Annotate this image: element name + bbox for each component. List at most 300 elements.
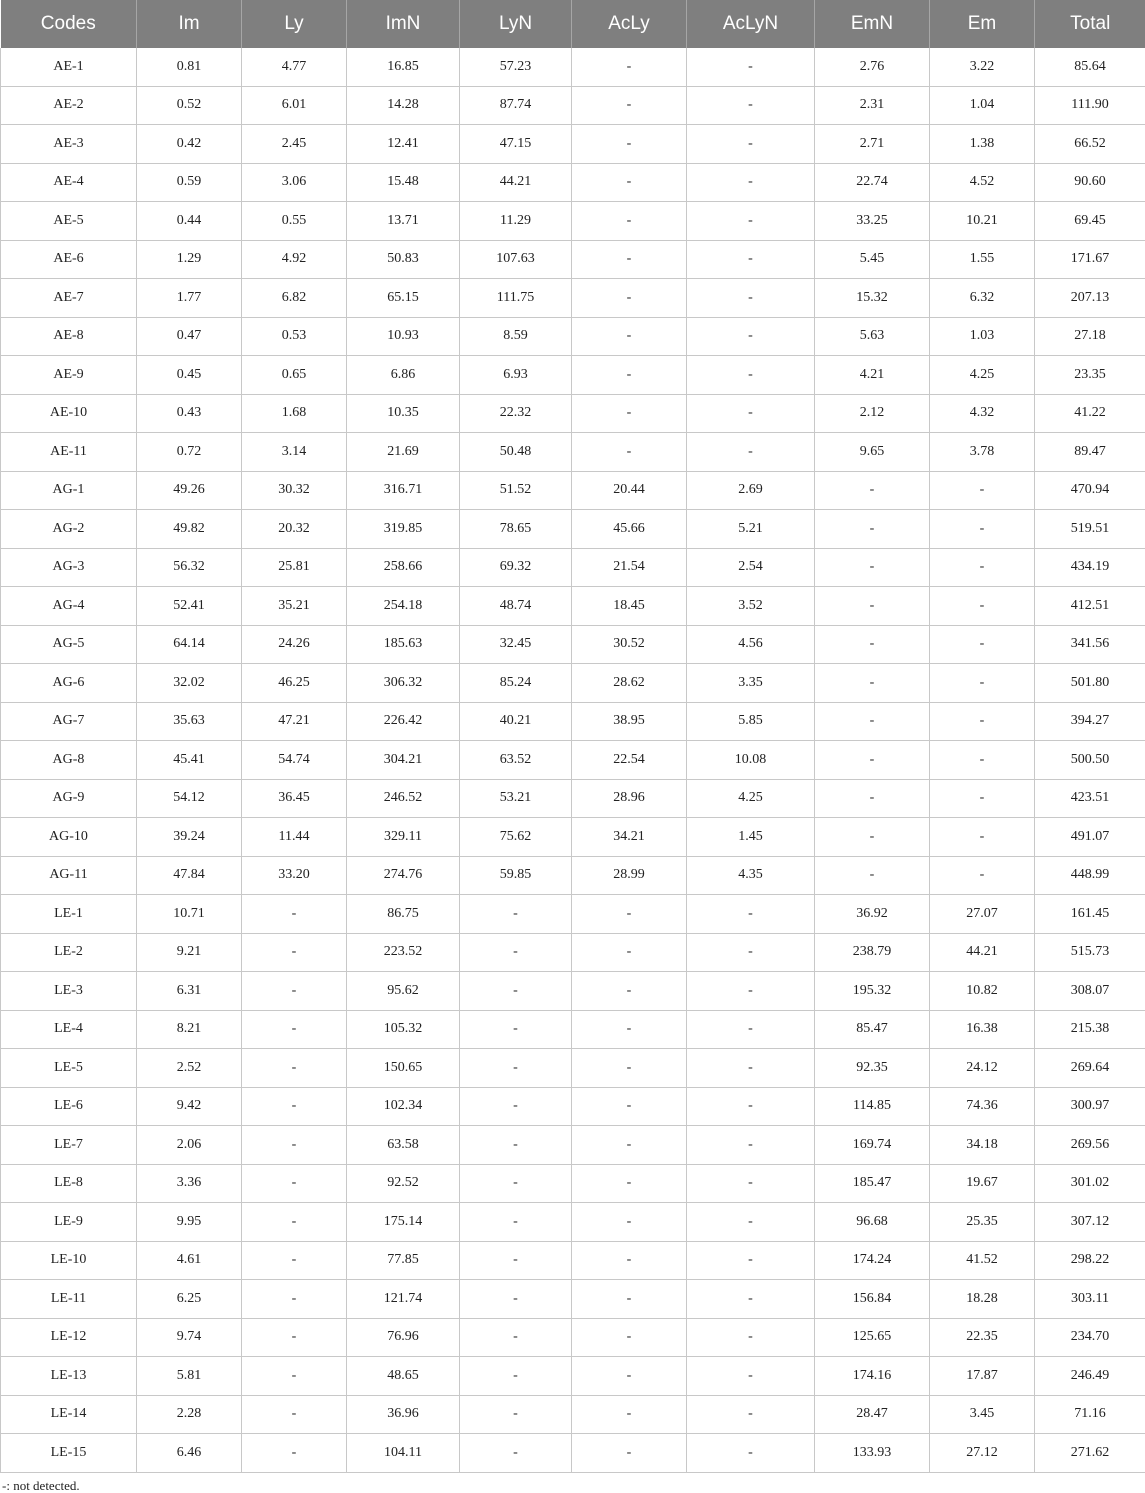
table-cell: 47.84 <box>137 856 242 895</box>
table-cell: - <box>572 1357 687 1396</box>
table-cell: 185.47 <box>815 1164 930 1203</box>
table-cell: 56.32 <box>137 548 242 587</box>
table-cell: 3.22 <box>930 48 1035 86</box>
table-cell: 20.44 <box>572 471 687 510</box>
row-code-cell: LE-10 <box>1 1241 137 1280</box>
table-cell: 1.68 <box>242 394 347 433</box>
column-header-codes: Codes <box>1 0 137 48</box>
table-cell: 1.03 <box>930 317 1035 356</box>
row-code-cell: LE-11 <box>1 1280 137 1319</box>
table-cell: 254.18 <box>347 587 460 626</box>
table-cell: - <box>460 933 572 972</box>
table-cell: 303.11 <box>1035 1280 1145 1319</box>
table-cell: 412.51 <box>1035 587 1145 626</box>
column-header-im: Im <box>137 0 242 48</box>
table-cell: 34.18 <box>930 1126 1035 1165</box>
table-cell: 5.21 <box>687 510 815 549</box>
table-cell: 54.12 <box>137 779 242 818</box>
column-header-acly: AcLy <box>572 0 687 48</box>
table-cell: 18.45 <box>572 587 687 626</box>
table-cell: - <box>815 856 930 895</box>
table-cell: 500.50 <box>1035 741 1145 780</box>
table-cell: - <box>572 1049 687 1088</box>
table-cell: 27.18 <box>1035 317 1145 356</box>
table-row <box>1 317 1145 356</box>
table-cell: - <box>815 510 930 549</box>
table-row <box>1 510 1145 549</box>
table-cell: 515.73 <box>1035 933 1145 972</box>
table-row <box>1 1087 1145 1126</box>
table-row <box>1 202 1145 241</box>
table-cell: - <box>815 587 930 626</box>
table-cell: 9.65 <box>815 433 930 472</box>
table-cell: - <box>572 1318 687 1357</box>
table-cell: - <box>930 664 1035 703</box>
table-cell: 45.66 <box>572 510 687 549</box>
row-code-cell: AE-10 <box>1 394 137 433</box>
row-code-cell: AE-9 <box>1 356 137 395</box>
table-cell: 2.52 <box>137 1049 242 1088</box>
table-cell: - <box>687 240 815 279</box>
table-cell: - <box>815 664 930 703</box>
table-cell: 22.32 <box>460 394 572 433</box>
row-code-cell: LE-1 <box>1 895 137 934</box>
table-cell: - <box>815 625 930 664</box>
table-cell: - <box>460 1434 572 1473</box>
table-cell: 10.21 <box>930 202 1035 241</box>
table-cell: 174.16 <box>815 1357 930 1396</box>
table-row <box>1 433 1145 472</box>
table-cell: 319.85 <box>347 510 460 549</box>
table-cell: - <box>687 317 815 356</box>
row-code-cell: AG-7 <box>1 702 137 741</box>
table-cell: - <box>930 625 1035 664</box>
table-cell: 238.79 <box>815 933 930 972</box>
table-cell: 8.59 <box>460 317 572 356</box>
table-cell: - <box>930 741 1035 780</box>
column-header-ly: Ly <box>242 0 347 48</box>
table-cell: 1.29 <box>137 240 242 279</box>
table-cell: 501.80 <box>1035 664 1145 703</box>
table-row <box>1 1203 1145 1242</box>
table-cell: - <box>242 1241 347 1280</box>
table-cell: 51.52 <box>460 471 572 510</box>
table-cell: 4.52 <box>930 163 1035 202</box>
table-cell: - <box>687 1010 815 1049</box>
table-cell: - <box>815 702 930 741</box>
table-cell: 34.21 <box>572 818 687 857</box>
table-cell: 2.12 <box>815 394 930 433</box>
table-cell: 246.49 <box>1035 1357 1145 1396</box>
table-cell: 6.01 <box>242 86 347 125</box>
table-cell: 174.24 <box>815 1241 930 1280</box>
table-cell: 269.64 <box>1035 1049 1145 1088</box>
table-cell: - <box>572 895 687 934</box>
table-cell: 271.62 <box>1035 1434 1145 1473</box>
table-cell: 86.75 <box>347 895 460 934</box>
row-code-cell: AE-8 <box>1 317 137 356</box>
table-cell: 66.52 <box>1035 125 1145 164</box>
table-cell: 30.52 <box>572 625 687 664</box>
table-cell: 300.97 <box>1035 1087 1145 1126</box>
table-cell: - <box>242 933 347 972</box>
table-cell: 41.22 <box>1035 394 1145 433</box>
row-code-cell: AG-4 <box>1 587 137 626</box>
table-row <box>1 741 1145 780</box>
table-cell: 1.04 <box>930 86 1035 125</box>
table-cell: 5.81 <box>137 1357 242 1396</box>
table-cell: 75.62 <box>460 818 572 857</box>
table-cell: 11.29 <box>460 202 572 241</box>
table-cell: 0.42 <box>137 125 242 164</box>
table-cell: 54.74 <box>242 741 347 780</box>
table-cell: - <box>930 779 1035 818</box>
table-cell: 46.25 <box>242 664 347 703</box>
table-cell: - <box>460 1203 572 1242</box>
row-code-cell: LE-2 <box>1 933 137 972</box>
table-cell: - <box>572 317 687 356</box>
table-cell: - <box>460 1126 572 1165</box>
table-row <box>1 1164 1145 1203</box>
table-cell: 448.99 <box>1035 856 1145 895</box>
table-cell: - <box>242 1164 347 1203</box>
table-cell: - <box>242 1203 347 1242</box>
table-cell: 36.45 <box>242 779 347 818</box>
table-cell: 85.24 <box>460 664 572 703</box>
table-cell: 3.52 <box>687 587 815 626</box>
table-cell: 0.47 <box>137 317 242 356</box>
table-row <box>1 240 1145 279</box>
column-header-lyn: LyN <box>460 0 572 48</box>
table-cell: 161.45 <box>1035 895 1145 934</box>
table-cell: - <box>572 433 687 472</box>
table-cell: 6.31 <box>137 972 242 1011</box>
table-cell: 77.85 <box>347 1241 460 1280</box>
table-cell: - <box>687 1280 815 1319</box>
table-cell: 0.52 <box>137 86 242 125</box>
table-cell: - <box>815 779 930 818</box>
table-cell: 28.62 <box>572 664 687 703</box>
table-cell: - <box>687 202 815 241</box>
row-code-cell: AG-2 <box>1 510 137 549</box>
table-cell: - <box>687 394 815 433</box>
table-cell: 49.82 <box>137 510 242 549</box>
table-cell: 10.35 <box>347 394 460 433</box>
table-cell: - <box>687 1395 815 1434</box>
table-cell: 3.14 <box>242 433 347 472</box>
table-cell: - <box>242 1318 347 1357</box>
table-cell: 0.53 <box>242 317 347 356</box>
table-cell: 3.36 <box>137 1164 242 1203</box>
table-cell: 71.16 <box>1035 1395 1145 1434</box>
table-cell: 89.47 <box>1035 433 1145 472</box>
table-cell: 1.38 <box>930 125 1035 164</box>
row-code-cell: LE-7 <box>1 1126 137 1165</box>
table-cell: 258.66 <box>347 548 460 587</box>
table-cell: 9.42 <box>137 1087 242 1126</box>
table-cell: - <box>687 1049 815 1088</box>
table-cell: 33.25 <box>815 202 930 241</box>
row-code-cell: AE-7 <box>1 279 137 318</box>
table-cell: 44.21 <box>460 163 572 202</box>
table-cell: 133.93 <box>815 1434 930 1473</box>
table-cell: 76.96 <box>347 1318 460 1357</box>
table-cell: 269.56 <box>1035 1126 1145 1165</box>
table-cell: 24.26 <box>242 625 347 664</box>
table-cell: - <box>572 394 687 433</box>
row-code-cell: LE-3 <box>1 972 137 1011</box>
table-cell: 50.48 <box>460 433 572 472</box>
table-cell: 10.93 <box>347 317 460 356</box>
column-header-em: Em <box>930 0 1035 48</box>
table-row <box>1 471 1145 510</box>
table-cell: - <box>242 1049 347 1088</box>
table-cell: 3.45 <box>930 1395 1035 1434</box>
table-footnote: -: not detected. <box>2 1478 80 1493</box>
table-cell: 45.41 <box>137 741 242 780</box>
table-cell: 4.21 <box>815 356 930 395</box>
table-cell: 12.41 <box>347 125 460 164</box>
row-code-cell: AG-9 <box>1 779 137 818</box>
table-cell: - <box>687 895 815 934</box>
table-cell: 28.47 <box>815 1395 930 1434</box>
table-cell: - <box>572 163 687 202</box>
row-code-cell: AG-6 <box>1 664 137 703</box>
table-cell: 28.99 <box>572 856 687 895</box>
table-cell: - <box>572 356 687 395</box>
table-cell: 195.32 <box>815 972 930 1011</box>
table-cell: 40.21 <box>460 702 572 741</box>
table-cell: 27.07 <box>930 895 1035 934</box>
table-cell: 1.45 <box>687 818 815 857</box>
table-cell: 329.11 <box>347 818 460 857</box>
table-header <box>1 0 1145 48</box>
table-cell: - <box>687 1241 815 1280</box>
table-cell: - <box>815 741 930 780</box>
table-cell: 10.71 <box>137 895 242 934</box>
table-cell: 20.32 <box>242 510 347 549</box>
table-cell: - <box>460 1357 572 1396</box>
row-code-cell: AE-5 <box>1 202 137 241</box>
table-cell: 10.82 <box>930 972 1035 1011</box>
row-code-cell: AG-11 <box>1 856 137 895</box>
table-cell: - <box>460 972 572 1011</box>
table-row <box>1 1395 1145 1434</box>
table-cell: 4.77 <box>242 48 347 86</box>
table-cell: 4.56 <box>687 625 815 664</box>
table-cell: 0.72 <box>137 433 242 472</box>
table-cell: 2.69 <box>687 471 815 510</box>
column-header-total: Total <box>1035 0 1145 48</box>
table-cell: 23.35 <box>1035 356 1145 395</box>
table-body <box>1 48 1145 1472</box>
table-cell: - <box>687 1434 815 1473</box>
table-cell: 85.64 <box>1035 48 1145 86</box>
table-cell: 2.54 <box>687 548 815 587</box>
row-code-cell: LE-15 <box>1 1434 137 1473</box>
row-code-cell: LE-14 <box>1 1395 137 1434</box>
row-code-cell: AG-5 <box>1 625 137 664</box>
table-cell: - <box>687 433 815 472</box>
table-cell: - <box>572 48 687 86</box>
table-cell: - <box>242 895 347 934</box>
table-cell: 4.25 <box>687 779 815 818</box>
table-cell: 47.21 <box>242 702 347 741</box>
table-cell: - <box>572 202 687 241</box>
table-cell: - <box>572 1280 687 1319</box>
table-cell: 16.38 <box>930 1010 1035 1049</box>
table-cell: 111.75 <box>460 279 572 318</box>
table-row <box>1 972 1145 1011</box>
row-code-cell: AE-1 <box>1 48 137 86</box>
table-row <box>1 895 1145 934</box>
table-row <box>1 1241 1145 1280</box>
table-cell: 92.52 <box>347 1164 460 1203</box>
table-cell: 171.67 <box>1035 240 1145 279</box>
table-cell: 215.38 <box>1035 1010 1145 1049</box>
table-cell: 8.21 <box>137 1010 242 1049</box>
row-code-cell: LE-4 <box>1 1010 137 1049</box>
table-cell: - <box>572 240 687 279</box>
table-cell: 301.02 <box>1035 1164 1145 1203</box>
table-cell: 1.55 <box>930 240 1035 279</box>
table-cell: - <box>687 163 815 202</box>
table-cell: 38.95 <box>572 702 687 741</box>
table-cell: 11.44 <box>242 818 347 857</box>
table-cell: 0.43 <box>137 394 242 433</box>
table-cell: - <box>572 1164 687 1203</box>
table-cell: - <box>815 471 930 510</box>
table-row <box>1 1357 1145 1396</box>
table-cell: 2.31 <box>815 86 930 125</box>
table-row <box>1 1434 1145 1473</box>
table-cell: - <box>572 1203 687 1242</box>
row-code-cell: LE-9 <box>1 1203 137 1242</box>
table-cell: 52.41 <box>137 587 242 626</box>
table-cell: 14.28 <box>347 86 460 125</box>
table-cell: 6.93 <box>460 356 572 395</box>
table-cell: 4.32 <box>930 394 1035 433</box>
table-cell: - <box>572 1126 687 1165</box>
table-cell: 33.20 <box>242 856 347 895</box>
table-row <box>1 163 1145 202</box>
table-row <box>1 356 1145 395</box>
row-code-cell: AE-6 <box>1 240 137 279</box>
table-cell: - <box>460 1010 572 1049</box>
table-cell: - <box>687 1357 815 1396</box>
table-row <box>1 856 1145 895</box>
table-cell: - <box>242 1357 347 1396</box>
table-cell: - <box>460 1087 572 1126</box>
table-cell: 36.92 <box>815 895 930 934</box>
table-cell: 35.63 <box>137 702 242 741</box>
table-cell: 39.24 <box>137 818 242 857</box>
table-cell: 5.85 <box>687 702 815 741</box>
table-cell: 25.35 <box>930 1203 1035 1242</box>
table-cell: 5.45 <box>815 240 930 279</box>
table-cell: 35.21 <box>242 587 347 626</box>
table-cell: 95.62 <box>347 972 460 1011</box>
table-cell: 90.60 <box>1035 163 1145 202</box>
table-cell: 27.12 <box>930 1434 1035 1473</box>
table-row <box>1 1049 1145 1088</box>
table-cell: - <box>815 548 930 587</box>
table-cell: - <box>242 1395 347 1434</box>
table-cell: - <box>572 1010 687 1049</box>
table-cell: 6.86 <box>347 356 460 395</box>
table-cell: 15.32 <box>815 279 930 318</box>
table-cell: 17.87 <box>930 1357 1035 1396</box>
table-cell: - <box>242 1010 347 1049</box>
table-cell: - <box>930 702 1035 741</box>
table-cell: 0.59 <box>137 163 242 202</box>
table-cell: - <box>572 1434 687 1473</box>
table-cell: 21.54 <box>572 548 687 587</box>
table-cell: 96.68 <box>815 1203 930 1242</box>
table-cell: - <box>572 125 687 164</box>
table-cell: 30.32 <box>242 471 347 510</box>
column-header-emn: EmN <box>815 0 930 48</box>
table-row <box>1 48 1145 86</box>
table-cell: 308.07 <box>1035 972 1145 1011</box>
table-row <box>1 1318 1145 1357</box>
table-cell: 0.65 <box>242 356 347 395</box>
table-cell: - <box>687 356 815 395</box>
table-cell: 63.52 <box>460 741 572 780</box>
table-cell: 394.27 <box>1035 702 1145 741</box>
table-cell: 6.32 <box>930 279 1035 318</box>
table-cell: - <box>572 933 687 972</box>
table-cell: 4.61 <box>137 1241 242 1280</box>
table-cell: 4.35 <box>687 856 815 895</box>
table-cell: 22.54 <box>572 741 687 780</box>
table-cell: - <box>460 895 572 934</box>
table-cell: - <box>687 1203 815 1242</box>
table-cell: - <box>242 1434 347 1473</box>
table-cell: 434.19 <box>1035 548 1145 587</box>
table-cell: 28.96 <box>572 779 687 818</box>
table-cell: - <box>572 1087 687 1126</box>
row-code-cell: AE-3 <box>1 125 137 164</box>
table-cell: 185.63 <box>347 625 460 664</box>
table-row <box>1 86 1145 125</box>
table-row <box>1 125 1145 164</box>
table-cell: - <box>687 933 815 972</box>
table-cell: 2.06 <box>137 1126 242 1165</box>
table-cell: 0.44 <box>137 202 242 241</box>
table-cell: - <box>242 972 347 1011</box>
table-row <box>1 625 1145 664</box>
table-cell: 0.45 <box>137 356 242 395</box>
row-code-cell: AE-4 <box>1 163 137 202</box>
table-cell: 298.22 <box>1035 1241 1145 1280</box>
table-cell: 107.63 <box>460 240 572 279</box>
table-row <box>1 1010 1145 1049</box>
table-row <box>1 548 1145 587</box>
table-cell: 4.92 <box>242 240 347 279</box>
table-cell: 307.12 <box>1035 1203 1145 1242</box>
table-cell: 74.36 <box>930 1087 1035 1126</box>
table-cell: 41.52 <box>930 1241 1035 1280</box>
table-cell: 0.55 <box>242 202 347 241</box>
table-cell: 16.85 <box>347 48 460 86</box>
table-cell: 2.71 <box>815 125 930 164</box>
table-cell: - <box>687 125 815 164</box>
table-cell: - <box>460 1280 572 1319</box>
table-cell: 341.56 <box>1035 625 1145 664</box>
table-cell: 92.35 <box>815 1049 930 1088</box>
table-cell: 18.28 <box>930 1280 1035 1319</box>
